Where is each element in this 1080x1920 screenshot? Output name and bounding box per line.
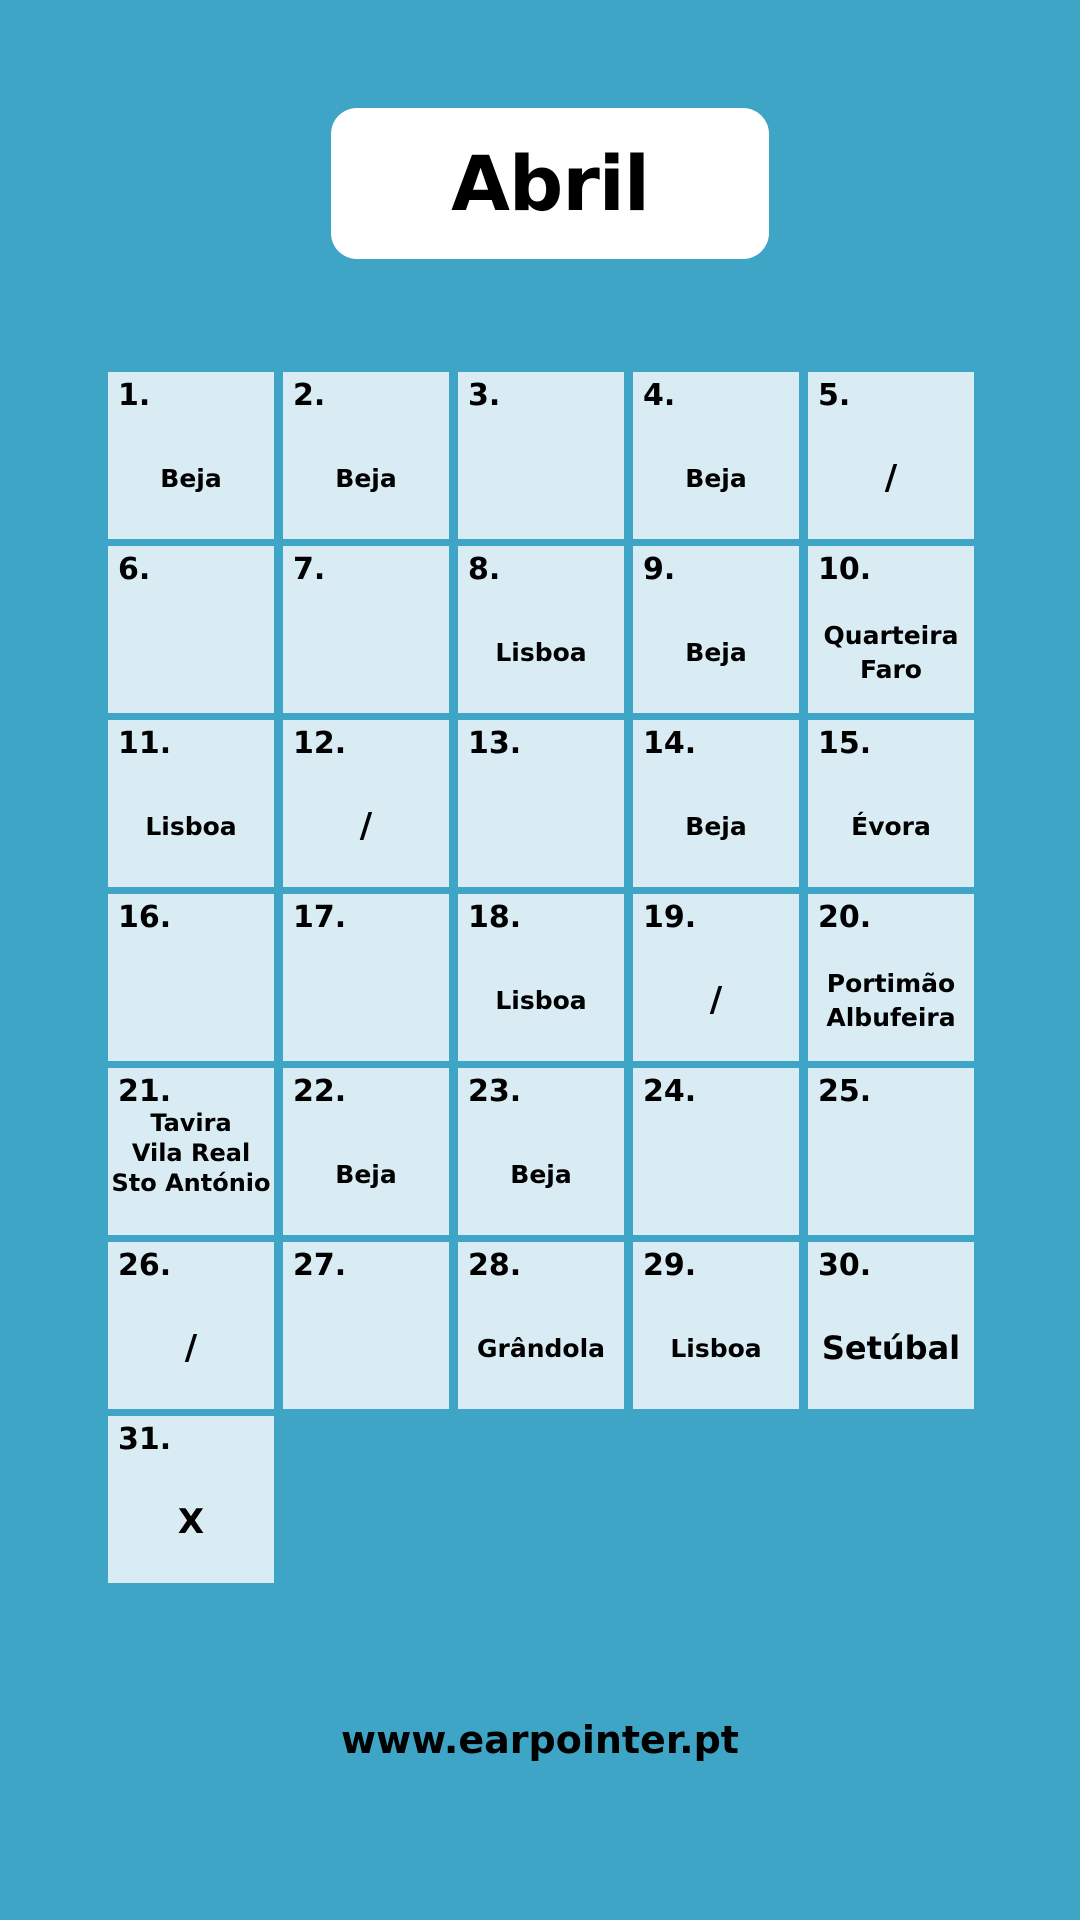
day-location	[633, 766, 799, 887]
calendar-day	[458, 720, 624, 887]
day-number: 6.	[118, 552, 151, 587]
day-number: 1.	[118, 378, 151, 413]
day-number: 29.	[643, 1248, 697, 1283]
calendar-day	[633, 894, 799, 1061]
calendar-day	[458, 1068, 624, 1235]
day-number: 19.	[643, 900, 697, 935]
location-line: Beja	[685, 811, 747, 841]
calendar-grid	[108, 372, 974, 1583]
calendar-day	[633, 372, 799, 539]
location-line: Beja	[510, 1159, 572, 1189]
location-line: Lisboa	[495, 637, 587, 667]
day-number: 5.	[818, 378, 851, 413]
day-number: 26.	[118, 1248, 172, 1283]
calendar-day	[808, 546, 974, 713]
location-line: /	[359, 805, 373, 846]
day-number: 20.	[818, 900, 872, 935]
day-number: 12.	[293, 726, 347, 761]
day-number: 27.	[293, 1248, 347, 1283]
location-line: Setúbal	[821, 1328, 961, 1367]
title-box	[331, 108, 769, 259]
day-location	[808, 592, 974, 713]
calendar-day	[633, 720, 799, 887]
website-url[interactable]: www.earpointer.pt	[341, 1718, 739, 1762]
location-line: Portimão	[826, 968, 956, 998]
day-number: 31.	[118, 1422, 172, 1457]
day-location	[108, 1288, 274, 1409]
day-location	[283, 418, 449, 539]
day-location	[633, 940, 799, 1061]
calendar-day	[458, 894, 624, 1061]
calendar-day	[458, 546, 624, 713]
calendar-day	[633, 1242, 799, 1409]
calendar-day	[808, 720, 974, 887]
calendar-day	[633, 1068, 799, 1235]
location-line: Quarteira	[823, 620, 959, 650]
day-number: 15.	[818, 726, 872, 761]
location-line: X	[177, 1501, 205, 1542]
day-location	[808, 940, 974, 1061]
day-location	[108, 1108, 274, 1235]
day-number: 24.	[643, 1074, 697, 1109]
calendar-day	[283, 372, 449, 539]
day-number: 21.	[118, 1074, 172, 1109]
calendar-day	[283, 1068, 449, 1235]
calendar-day	[458, 1242, 624, 1409]
location-line: Beja	[335, 463, 397, 493]
location-line: /	[184, 1327, 198, 1368]
day-location	[808, 766, 974, 887]
day-number: 7.	[293, 552, 326, 587]
calendar-day	[283, 546, 449, 713]
day-location	[633, 592, 799, 713]
location-line: /	[709, 979, 723, 1020]
calendar-day	[633, 546, 799, 713]
day-number: 13.	[468, 726, 522, 761]
day-location	[808, 1288, 974, 1409]
day-location	[808, 418, 974, 539]
day-number: 3.	[468, 378, 501, 413]
day-number: 22.	[293, 1074, 347, 1109]
calendar-day	[108, 720, 274, 887]
calendar-day	[108, 1416, 274, 1583]
day-number: 28.	[468, 1248, 522, 1283]
day-location	[633, 418, 799, 539]
day-number: 10.	[818, 552, 872, 587]
day-number: 23.	[468, 1074, 522, 1109]
calendar-day	[458, 372, 624, 539]
calendar-day	[808, 372, 974, 539]
location-line: Albufeira	[826, 1002, 956, 1032]
day-location	[108, 418, 274, 539]
calendar-day	[283, 720, 449, 887]
calendar-day	[283, 894, 449, 1061]
location-line: Tavira	[150, 1109, 232, 1137]
location-line: Faro	[860, 654, 922, 684]
location-line: Lisboa	[145, 811, 237, 841]
location-line: Vila Real	[131, 1139, 251, 1167]
day-location	[283, 1114, 449, 1235]
day-location	[458, 940, 624, 1061]
location-line: Beja	[685, 637, 747, 667]
location-line: Beja	[160, 463, 222, 493]
day-location	[283, 766, 449, 887]
day-location	[108, 1462, 274, 1583]
calendar-day	[108, 894, 274, 1061]
calendar-day	[108, 546, 274, 713]
day-location	[633, 1288, 799, 1409]
day-number: 16.	[118, 900, 172, 935]
day-number: 2.	[293, 378, 326, 413]
calendar-day	[108, 1242, 274, 1409]
day-location	[108, 766, 274, 887]
calendar-day	[283, 1242, 449, 1409]
day-location	[458, 1114, 624, 1235]
day-number: 14.	[643, 726, 697, 761]
calendar-day	[808, 1242, 974, 1409]
calendar-day	[108, 1068, 274, 1235]
location-line: Beja	[685, 463, 747, 493]
calendar-day	[808, 894, 974, 1061]
page-title: Abril	[451, 139, 649, 228]
location-line: Beja	[335, 1159, 397, 1189]
location-line: Lisboa	[495, 985, 587, 1015]
day-location	[458, 1288, 624, 1409]
day-number: 9.	[643, 552, 676, 587]
location-line: Grândola	[476, 1333, 606, 1363]
day-number: 8.	[468, 552, 501, 587]
day-number: 25.	[818, 1074, 872, 1109]
day-number: 30.	[818, 1248, 872, 1283]
location-line: Évora	[851, 811, 931, 841]
calendar-day	[808, 1068, 974, 1235]
location-line: /	[884, 457, 898, 498]
calendar-day	[108, 372, 274, 539]
day-number: 11.	[118, 726, 172, 761]
day-number: 4.	[643, 378, 676, 413]
location-line: Sto António	[111, 1169, 271, 1197]
day-number: 17.	[293, 900, 347, 935]
day-number: 18.	[468, 900, 522, 935]
day-location	[458, 592, 624, 713]
location-line: Lisboa	[670, 1333, 762, 1363]
